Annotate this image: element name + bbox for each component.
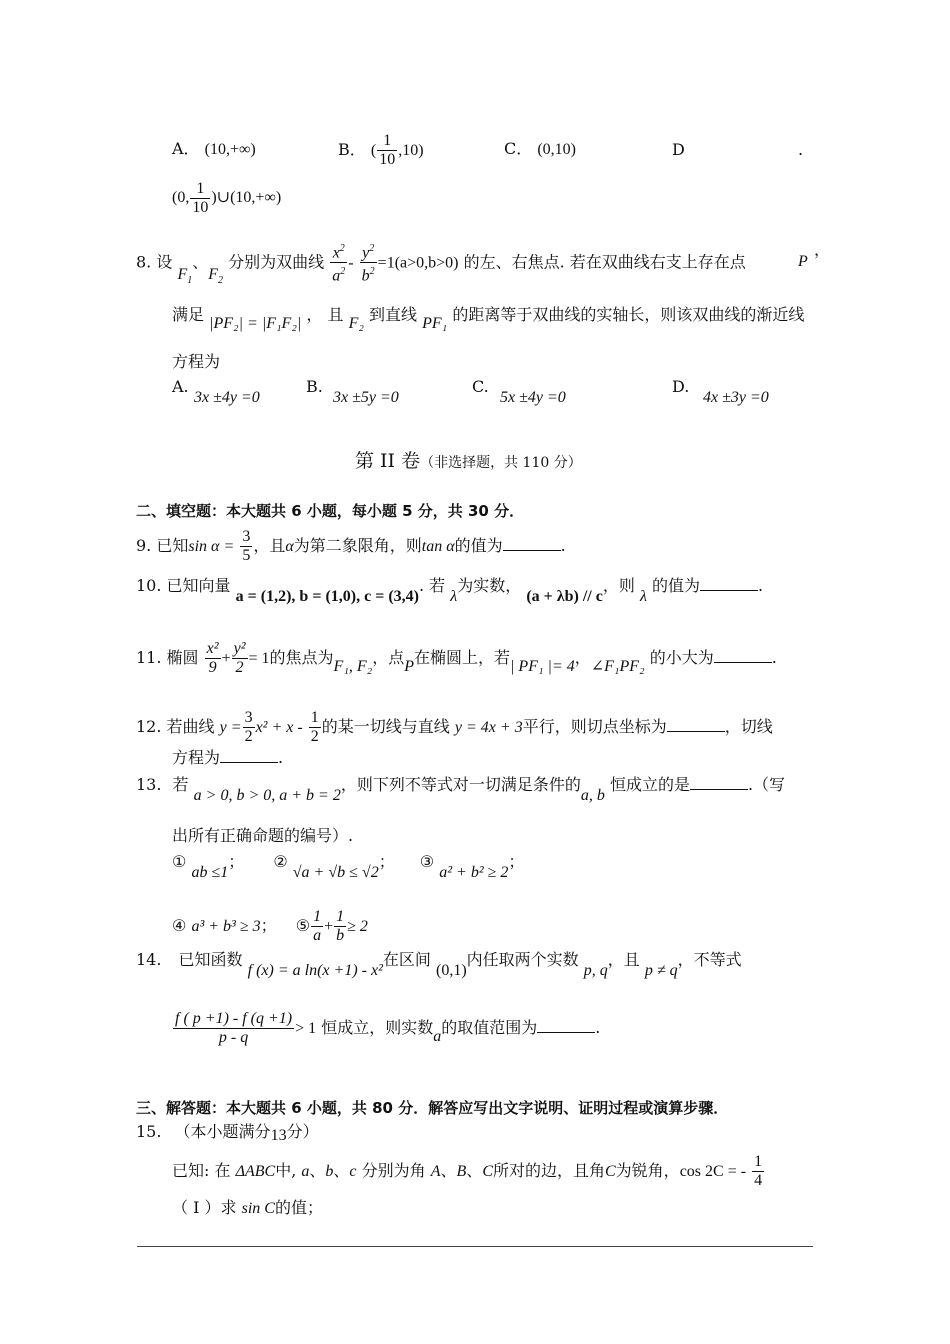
math: P bbox=[404, 658, 415, 675]
text: 若 bbox=[172, 775, 189, 794]
item-number: ④ bbox=[172, 916, 187, 935]
text: .（写 bbox=[747, 775, 786, 794]
math: (0,1) bbox=[436, 962, 467, 979]
answer-blank[interactable] bbox=[700, 576, 758, 591]
item-number: ② bbox=[273, 852, 288, 871]
text: 、 bbox=[309, 1161, 326, 1180]
q15-header bbox=[136, 1122, 319, 1143]
math: x² + x - bbox=[255, 719, 303, 736]
math: F₁, F₂ bbox=[333, 658, 373, 675]
fraction bbox=[173, 1010, 294, 1047]
text: 满足 bbox=[172, 305, 205, 324]
text: . bbox=[278, 748, 284, 767]
q15-part1 bbox=[172, 1198, 323, 1219]
question-number: 12. bbox=[136, 717, 162, 736]
text: ，则下列不等式对一切满足条件的 bbox=[340, 775, 581, 794]
numerator: f ( p +1) - f (q +1) bbox=[175, 1010, 293, 1027]
math: C bbox=[605, 1163, 616, 1180]
denominator: 4 bbox=[754, 1172, 763, 1189]
operator: + bbox=[324, 918, 334, 935]
math: ∠F₁PF₂ bbox=[590, 658, 645, 675]
q8-line2 bbox=[172, 305, 805, 332]
option-label: C. bbox=[472, 377, 489, 396]
answer-blank[interactable] bbox=[714, 648, 772, 663]
text: 的某一切线与直线 bbox=[321, 717, 450, 736]
text: ，点 bbox=[372, 648, 405, 667]
q13-items-row2 bbox=[172, 908, 368, 945]
option-label: D. bbox=[672, 377, 690, 396]
math: λ bbox=[639, 588, 647, 605]
text: 为实数， bbox=[457, 576, 522, 595]
q13-line1 bbox=[136, 775, 786, 804]
paren: ( bbox=[370, 142, 377, 159]
var: x bbox=[332, 244, 340, 262]
text: 、 bbox=[333, 1161, 350, 1180]
option-value: )∪(10,+∞) bbox=[211, 189, 282, 207]
text: 中, bbox=[275, 1161, 297, 1180]
q14-line2 bbox=[172, 1010, 600, 1047]
answer-blank[interactable] bbox=[690, 775, 748, 790]
math: ΔABC bbox=[235, 1163, 276, 1180]
denominator: b bbox=[336, 927, 345, 944]
text: 方程为 bbox=[172, 352, 221, 371]
q7-option-c bbox=[504, 139, 576, 160]
text: ，不等式 bbox=[677, 950, 742, 969]
text: ； bbox=[508, 852, 525, 871]
item-number: ⑤ bbox=[295, 916, 311, 935]
text: 的距离等于双曲线的实轴长，则该双曲线的渐近线 bbox=[452, 305, 805, 324]
option-label: D bbox=[672, 140, 685, 159]
math: sin α = bbox=[188, 538, 235, 555]
math: cos 2C = - bbox=[679, 1163, 747, 1180]
text: ，则 bbox=[602, 576, 635, 595]
text: 已知: 在 bbox=[172, 1161, 231, 1180]
math: a = (1,2), b = (1,0), c = (3,4) bbox=[235, 588, 419, 605]
math: a bbox=[433, 1028, 442, 1045]
text: . bbox=[758, 576, 764, 595]
math: λ bbox=[450, 588, 458, 605]
option-label: B. bbox=[306, 377, 323, 396]
answer-blank[interactable] bbox=[503, 536, 561, 551]
equation: =1(a>0,b>0) bbox=[377, 254, 459, 272]
line-pf1: PF₁ bbox=[422, 315, 448, 332]
text: . bbox=[771, 648, 777, 667]
text: 分别为角 bbox=[361, 1161, 426, 1180]
q7-option-a bbox=[172, 139, 256, 160]
math: | PF₁ |= 4 bbox=[510, 658, 575, 675]
section2-title bbox=[355, 451, 582, 473]
math: α bbox=[285, 538, 294, 555]
math: C bbox=[482, 1163, 493, 1180]
text: ， bbox=[574, 648, 591, 667]
text: 内任取两个实数 bbox=[466, 950, 579, 969]
question-number: 9. bbox=[136, 536, 152, 555]
q7-option-b bbox=[338, 132, 424, 169]
text: 的焦点为 bbox=[269, 648, 334, 667]
text: 的值； bbox=[274, 1198, 323, 1217]
denominator: p - q bbox=[173, 1028, 294, 1047]
numerator: 1 bbox=[313, 908, 322, 925]
text: ，且 bbox=[607, 950, 640, 969]
numerator: 1 bbox=[383, 132, 392, 149]
text: 的值为 bbox=[651, 576, 700, 595]
q15-line1 bbox=[172, 1153, 765, 1190]
title: 第 II 卷 bbox=[355, 450, 421, 472]
numerator: 1 bbox=[196, 180, 205, 197]
math: (a + λb) // c bbox=[526, 588, 603, 605]
math: ≥ 2 bbox=[347, 918, 368, 935]
q8-option-c: 5x ±4y =0 bbox=[500, 389, 566, 406]
math: a bbox=[301, 1163, 310, 1180]
fraction bbox=[205, 640, 221, 677]
math: √a + √b ≤ √2 bbox=[292, 864, 379, 881]
text: 在区间 bbox=[382, 950, 431, 969]
operator: + bbox=[221, 650, 231, 667]
fraction bbox=[232, 640, 248, 677]
fraction bbox=[752, 1153, 764, 1190]
math: sin C bbox=[241, 1200, 275, 1217]
q7-option-d bbox=[672, 140, 685, 160]
q10 bbox=[136, 576, 764, 605]
q8-line1: 8. 设 $F_1$、$F_2$ 分别为双曲线 $\frac{x^2}{a^2}$ - $\frac{y^2}{b^2}$ =1(a>0,b>0) 的左、右焦点. 若在双曲线右支上存在点 bbox=[136, 240, 746, 286]
math: f (x) = a ln(x +1) - x² bbox=[247, 962, 383, 979]
text: 为锐角， bbox=[615, 1161, 680, 1180]
fraction bbox=[243, 709, 255, 746]
section2-heading: 二、填空题：本大题共 6 小题，每小题 5 分，共 30 分． bbox=[136, 502, 525, 520]
math: a² + b² ≥ 2 bbox=[439, 864, 509, 881]
text: ，切线 bbox=[724, 717, 773, 736]
question-number: 13. bbox=[136, 775, 162, 794]
math: c bbox=[349, 1163, 357, 1180]
math: b bbox=[325, 1163, 334, 1180]
text: 为第二象限角，则 bbox=[293, 536, 422, 555]
var: b bbox=[361, 267, 370, 285]
option-d-dot: . bbox=[798, 140, 804, 159]
focus-f2: F bbox=[208, 266, 219, 284]
item-number: ① bbox=[172, 852, 187, 871]
subtitle: （非选择题，共 110 分） bbox=[420, 455, 582, 471]
answer-blank[interactable] bbox=[667, 717, 725, 732]
text: 若曲线 bbox=[166, 717, 215, 736]
q11 bbox=[136, 640, 777, 677]
option-label: B． bbox=[338, 140, 366, 159]
q12-line1 bbox=[136, 709, 773, 746]
option-value: (10,+∞) bbox=[204, 141, 256, 158]
item-number: ③ bbox=[419, 852, 435, 871]
denominator: 10 bbox=[192, 199, 209, 216]
math: B bbox=[456, 1163, 467, 1180]
text: 已知函数 bbox=[178, 950, 243, 969]
q12-line2 bbox=[172, 748, 283, 768]
text: 已知 bbox=[156, 536, 189, 555]
footer-rule bbox=[137, 1246, 813, 1247]
answer-blank[interactable] bbox=[537, 1018, 595, 1033]
math: y = bbox=[219, 719, 242, 736]
math: p ≠ q bbox=[644, 962, 678, 979]
q13-items-row1 bbox=[172, 852, 525, 881]
q7-option-d-value bbox=[172, 180, 281, 217]
focus-f1: F bbox=[177, 266, 188, 284]
text: 、 bbox=[192, 252, 209, 272]
point-p: P bbox=[798, 253, 808, 270]
numerator: 3 bbox=[242, 528, 251, 545]
question-number: 14. bbox=[136, 950, 162, 969]
var: a bbox=[332, 267, 341, 285]
math: a, b bbox=[580, 787, 605, 804]
text: ； bbox=[260, 916, 277, 935]
option-value: ,10) bbox=[398, 142, 424, 159]
score: 13 bbox=[270, 1127, 287, 1144]
q14-line1 bbox=[136, 950, 742, 979]
equation: = 1 bbox=[248, 650, 270, 667]
option-label: A． bbox=[172, 139, 200, 158]
fraction-y2-b2: $\frac{y^2}{b^2}$ bbox=[361, 243, 375, 285]
text: （ I ）求 bbox=[172, 1198, 237, 1217]
question-number: 10. bbox=[136, 576, 162, 595]
text: （本小题满分 bbox=[174, 1122, 271, 1141]
text: . bbox=[560, 536, 566, 555]
text: 的小大为 bbox=[649, 648, 714, 667]
text: 的取值范围为 bbox=[441, 1018, 538, 1037]
text: 、 bbox=[440, 1161, 457, 1180]
text: 椭圆 bbox=[166, 648, 199, 667]
denominator: a bbox=[313, 927, 322, 944]
q8-option-b: 3x ±5y =0 bbox=[333, 389, 399, 406]
text: 在椭圆上，若 bbox=[414, 648, 511, 667]
text: 分别为双曲线 bbox=[228, 252, 325, 272]
answer-blank[interactable] bbox=[220, 748, 278, 763]
numerator: 1 bbox=[310, 709, 319, 726]
denominator: 2 bbox=[232, 658, 248, 677]
text: . bbox=[595, 1018, 601, 1037]
question-number: 15. bbox=[136, 1122, 162, 1141]
option-label: C． bbox=[504, 139, 533, 158]
text: 所对的边，且角 bbox=[492, 1161, 605, 1180]
numerator: x² bbox=[206, 640, 219, 657]
fraction bbox=[334, 908, 346, 945]
text: 方程为 bbox=[172, 748, 221, 767]
q8-option-a: 3x ±4y =0 bbox=[194, 389, 260, 406]
numerator: 1 bbox=[336, 908, 345, 925]
var: y bbox=[362, 244, 370, 262]
denominator: 2 bbox=[310, 728, 319, 745]
text: ，且 bbox=[253, 536, 286, 555]
denominator: 5 bbox=[242, 547, 251, 564]
text: ； bbox=[228, 852, 245, 871]
question-number: 11. bbox=[136, 648, 162, 667]
math: y = 4x + 3 bbox=[454, 719, 523, 736]
text: ， 且 bbox=[306, 305, 344, 324]
text: 设 bbox=[156, 252, 173, 272]
text: . 若 bbox=[418, 576, 446, 595]
denominator: 10 bbox=[379, 151, 396, 168]
fraction bbox=[190, 180, 210, 217]
text: 、 bbox=[466, 1161, 483, 1180]
fraction bbox=[377, 132, 397, 169]
numerator: 1 bbox=[754, 1153, 763, 1170]
math: a > 0, b > 0, a + b = 2 bbox=[193, 787, 341, 804]
text: 分） bbox=[286, 1122, 319, 1141]
denominator: 2 bbox=[244, 728, 253, 745]
numerator: y² bbox=[233, 640, 246, 657]
denominator: 9 bbox=[205, 658, 221, 677]
math: > 1 bbox=[295, 1020, 317, 1037]
numerator: 3 bbox=[244, 709, 253, 726]
fraction bbox=[311, 908, 323, 945]
text: 的值为 bbox=[454, 536, 503, 555]
math: tan α bbox=[421, 538, 455, 555]
text: 恒成立，则实数 bbox=[321, 1018, 434, 1037]
math: A bbox=[430, 1163, 441, 1180]
math: p, q bbox=[583, 962, 608, 979]
text: ； bbox=[378, 852, 395, 871]
q9 bbox=[136, 528, 566, 565]
text: 恒成立的是 bbox=[609, 775, 690, 794]
question-number: 8. bbox=[136, 252, 152, 272]
fraction-x2-a2: $\frac{x^2}{a^2}$ bbox=[332, 243, 346, 285]
math: a³ + b³ ≥ 3 bbox=[191, 918, 261, 935]
fraction bbox=[309, 709, 321, 746]
focus-f2: F₂ bbox=[348, 315, 364, 332]
text: 的左、右焦点. 若在双曲线右支上存在点 bbox=[463, 252, 746, 272]
fraction bbox=[240, 528, 252, 565]
math: ab ≤1 bbox=[191, 864, 229, 881]
text: 平行，则切点坐标为 bbox=[522, 717, 667, 736]
option-value: (0,10) bbox=[537, 141, 576, 158]
operator: - bbox=[348, 254, 354, 272]
text: 已知向量 bbox=[166, 576, 231, 595]
text: 到直线 bbox=[369, 305, 418, 324]
text: ， bbox=[814, 240, 831, 259]
paren: (0, bbox=[172, 189, 190, 207]
q8-option-d: 4x ±3y =0 bbox=[703, 389, 769, 406]
condition: |PF₂| = |F₁F₂| bbox=[209, 315, 302, 332]
section3-heading: 三、解答题：本大题共 6 小题，共 80 分．解答应写出文字说明、证明过程或演算步骤． bbox=[136, 1099, 729, 1117]
text: 出所有正确命题的编号）. bbox=[172, 826, 354, 845]
option-label: A. bbox=[172, 377, 189, 396]
